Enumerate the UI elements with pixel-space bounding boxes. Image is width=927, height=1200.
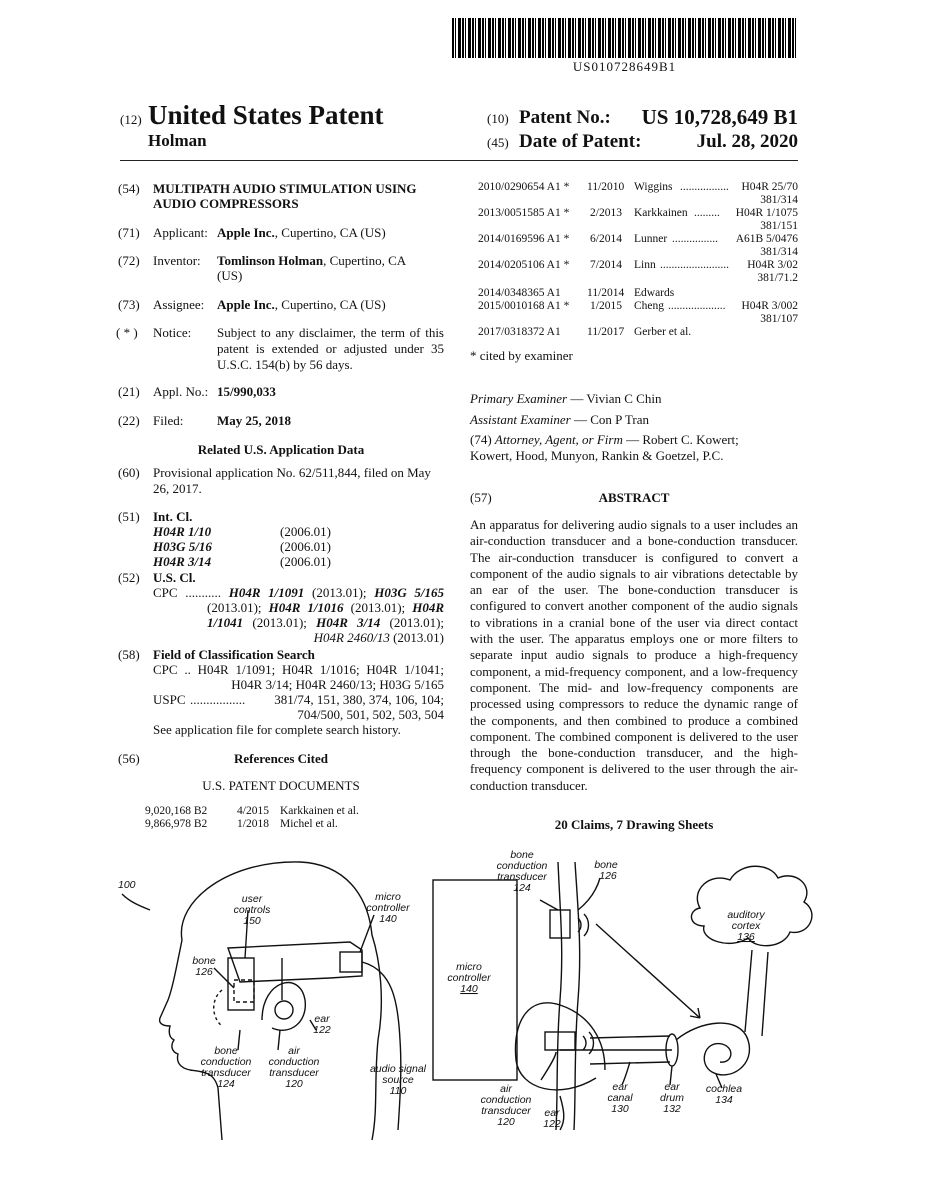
ref-name: Karkkainen et al.: [280, 805, 359, 817]
refs-heading: References Cited: [234, 751, 328, 766]
appl-label: Appl. No.:: [153, 384, 209, 399]
appl-code: (21): [118, 384, 140, 399]
ref-dots: .................: [680, 181, 729, 193]
provisional-line-2: 26, 2017.: [153, 481, 202, 496]
ref-class-2: 381/314: [760, 194, 798, 206]
ref-class-2: 381/151: [760, 220, 798, 232]
attorney-code: (74): [470, 432, 492, 447]
cpc-class: 1/1041: [207, 615, 244, 630]
label-ear-drum: ear: [664, 1081, 680, 1093]
ref-name: Linn: [634, 259, 656, 271]
filed-label: Filed:: [153, 413, 184, 428]
label-ear: ear: [544, 1107, 560, 1119]
assistant-examiner-name: — Con P Tran: [570, 412, 650, 427]
bone-path-arrow: [596, 924, 700, 1018]
intcl-class: H04R 1/10: [153, 524, 212, 539]
inventor-label: Inventor:: [153, 253, 201, 268]
label-air-conduction-transducer: transducer: [269, 1067, 319, 1079]
field-cpc-1: CPC .. H04R 1/1091; H04R 1/1016; H04R 1/1041;: [153, 662, 444, 677]
ref-class-2: 381/314: [760, 246, 798, 258]
ref-name: Edwards: [634, 287, 675, 299]
applicant-name: Apple Inc.: [217, 225, 275, 240]
barcode: [452, 18, 797, 58]
inventor-location: , Cupertino, CA: [323, 253, 407, 268]
label-ear-ref: 122: [313, 1024, 331, 1036]
ref-date: 11/2010: [587, 181, 625, 193]
label-micro-controller-ref: 140: [460, 983, 478, 995]
label-ear-canal-ref: 130: [611, 1103, 629, 1115]
label-bone-conduction-transducer: transducer: [201, 1067, 251, 1079]
label-micro-controller: micro: [456, 961, 482, 973]
label-air-conduction-transducer-ref: 120: [497, 1116, 515, 1128]
provisional-code: (60): [118, 465, 140, 480]
invention-title-1: MULTIPATH AUDIO STIMULATION USING: [153, 181, 417, 196]
intcl-class: H03G 5/16: [153, 539, 212, 554]
notice-line-3: U.S.C. 154(b) by 56 days.: [217, 357, 353, 372]
label-audio-signal-source: source: [382, 1074, 414, 1086]
intcl-class: H04R 3/14: [153, 554, 212, 569]
assignee: [217, 297, 386, 313]
label-auditory-cortex-ref: 136: [737, 931, 755, 943]
ref-number: 2014/0205106 A1 *: [478, 259, 570, 271]
ref-date: 2/2013: [590, 207, 622, 219]
filed-date: May 25, 2018: [217, 413, 292, 428]
date-value: Jul. 28, 2020: [696, 131, 798, 152]
cpc-class: H04R 1/1016: [268, 600, 344, 615]
uscl-code: (52): [118, 570, 140, 585]
field-uspc-1: 381/74, 151, 380, 374, 106, 104;: [274, 692, 444, 707]
label-bone-conduction-transducer: bone: [214, 1045, 238, 1057]
label-user-controls: user: [241, 893, 263, 905]
intcl-version: (2006.01): [280, 554, 331, 569]
cpc-version: (2013.01): [393, 630, 444, 645]
assignee-code: (73): [118, 297, 140, 312]
patent-no-code: (10): [487, 111, 509, 126]
cpc-line-2: [207, 600, 444, 615]
refs-subheading: U.S. PATENT DOCUMENTS: [202, 778, 360, 793]
primary-examiner-name: — Vivian C Chin: [567, 391, 662, 406]
headband: [228, 942, 362, 982]
ref-date: 1/2018: [237, 818, 269, 830]
refs-code: (56): [118, 751, 140, 766]
label-audio-signal-source: audio signal: [369, 1063, 427, 1075]
kind-code: (12): [120, 112, 142, 127]
ref-class-2: 381/71.2: [757, 272, 798, 284]
label-micro-controller-ref: 140: [379, 913, 397, 925]
label-air-conduction-transducer: air: [288, 1045, 300, 1057]
assignee-label: Assignee:: [153, 297, 205, 312]
label-bone-conduction-transducer-ref: 124: [217, 1078, 235, 1090]
inventor-country: (US): [217, 268, 243, 283]
patent-title-header: United States Patent: [148, 100, 384, 130]
field-uspc-2: 704/500, 501, 502, 503, 504: [297, 707, 444, 722]
cpc-line-4: [207, 630, 444, 645]
applicant-code: (71): [118, 225, 140, 240]
ref-number: 2015/0010168 A1 *: [478, 300, 570, 312]
cpc-line-3: [207, 615, 444, 630]
field-cpc-2: H04R 3/14; H04R 2460/13; H03G 5/165: [231, 677, 444, 692]
attorney-label: Attorney, Agent, or Firm: [494, 432, 623, 447]
field-uspc-dots: .................: [190, 692, 246, 707]
ref-number: 2013/0051585 A1 *: [478, 207, 570, 219]
cpc-class: H04R 3/14: [316, 615, 381, 630]
label-bone: bone: [594, 859, 618, 871]
label-air-conduction-transducer-ref: 120: [285, 1078, 303, 1090]
ref-class-2: 381/107: [760, 313, 798, 325]
representative-figure: [0, 840, 927, 1200]
ref-class: H04R 25/70: [741, 181, 798, 193]
ref-name: Wiggins: [634, 181, 673, 193]
label-air-conduction-transducer: transducer: [481, 1105, 531, 1117]
related-heading: Related U.S. Application Data: [197, 442, 365, 457]
abstract-text: An apparatus for delivering audio signals to a user includes an air-conduction transducer and a bone-conduction transducer. The air-conduction transducer is configured to convert a component of the audio signals to air vibrations detectable by an ear of the user. The bone-conduction transducer is configured to convert another component of the audio signals to vibrations in a cranial bone of the user via direct contact with the user. The apparatus employs one or more filters to separate input audio signals to produce a high-frequency component, a mid-frequency component, and a low-frequency component. The mid- and low-frequency components are processed using compressors to reduce the dynamic range of the components, and then combined to produce a combined component. The combined component is delivered to the user through the bone-conduction transducer, and the high-frequency component is delivered to the user through the air-conduction transducer.: [470, 517, 798, 793]
label-air-conduction-transducer: conduction: [480, 1094, 532, 1106]
label-ear-drum-ref: 132: [663, 1103, 681, 1115]
ref-date: 6/2014: [590, 233, 622, 245]
ref-dots: ........................: [660, 259, 729, 271]
ear-bud: [262, 983, 305, 1031]
abstract-heading: ABSTRACT: [598, 490, 670, 505]
applicant-label: Applicant:: [153, 225, 208, 240]
label-cochlea-ref: 134: [715, 1094, 733, 1106]
document-number: US010728649B1: [572, 59, 677, 74]
ref-number: 2014/0348365 A1: [478, 287, 561, 299]
ref-date: 4/2015: [237, 805, 269, 817]
cpc-version: (2013.01);: [252, 615, 307, 630]
title-code: (54): [118, 181, 140, 196]
label-auditory-cortex: cortex: [731, 920, 761, 932]
cpc-class: H04R 2460/13: [313, 630, 390, 645]
ref-dots: ................: [672, 233, 718, 245]
label-bone-conduction-transducer: conduction: [200, 1056, 252, 1068]
label-ear-drum: drum: [660, 1092, 684, 1104]
ref-date: 11/2017: [587, 326, 625, 338]
auditory-nerve: [745, 950, 768, 1036]
air-transducer-right: [545, 1032, 575, 1050]
ref-name: Cheng: [634, 300, 665, 312]
intcl-version: (2006.01): [280, 524, 331, 539]
claims-summary: 20 Claims, 7 Drawing Sheets: [554, 817, 714, 832]
bone-transducer-left: [234, 980, 254, 1002]
assistant-examiner-label: Assistant Examiner: [470, 412, 571, 427]
ref-date: 11/2014: [587, 287, 625, 299]
label-auditory-cortex: auditory: [727, 909, 765, 921]
ref-class: H04R 1/1075: [735, 207, 798, 219]
cpc-class: H03G 5/165: [374, 585, 444, 600]
primary-examiner-label: Primary Examiner: [470, 391, 568, 406]
inventor-code: (72): [118, 253, 140, 268]
field-label: Field of Classification Search: [153, 647, 315, 662]
ref-name: Karkkainen: [634, 207, 688, 219]
notice-label: Notice:: [153, 325, 192, 340]
attorney-firm: Kowert, Hood, Munyon, Rankin & Goetzel, P.C.: [470, 448, 724, 463]
label-cochlea: cochlea: [705, 1083, 743, 1095]
ref-date: 7/2014: [590, 259, 622, 271]
intcl-label: Int. Cl.: [153, 509, 193, 524]
label-bone-conduction-transducer: bone: [510, 849, 534, 861]
label-micro-controller: controller: [366, 902, 410, 914]
inventor-surname: Holman: [148, 131, 207, 150]
label-bone-conduction-transducer-ref: 124: [513, 882, 531, 894]
label-ear-ref: 122: [543, 1118, 561, 1130]
micro-controller-left: [340, 952, 362, 972]
intcl-version: (2006.01): [280, 539, 331, 554]
label-micro-controller: micro: [375, 891, 401, 903]
label-audio-signal-source-ref: 110: [389, 1085, 407, 1097]
label-ear-canal: ear: [612, 1081, 628, 1093]
invention-title-2: AUDIO COMPRESSORS: [153, 196, 299, 211]
label-air-conduction-transducer: air: [500, 1083, 512, 1095]
applicant-location: , Cupertino, CA (US): [274, 225, 386, 240]
header-rule: [120, 160, 798, 161]
notice-code: ( * ): [116, 325, 138, 340]
notice-line-2: patent is extended or adjusted under 35: [217, 341, 444, 356]
label-bone-ref: 126: [195, 966, 213, 978]
assignee-location: , Cupertino, CA (US): [274, 297, 386, 312]
label-bone-conduction-transducer: transducer: [497, 871, 547, 883]
label-micro-controller: controller: [447, 972, 491, 984]
label-ear: ear: [314, 1013, 330, 1025]
ref-class: A61B 5/0476: [735, 233, 798, 245]
abstract-code: (57): [470, 490, 492, 505]
attorney-name: — Robert C. Kowert;: [622, 432, 739, 447]
attorney: [470, 432, 739, 448]
ref-class: H04R 3/002: [741, 300, 798, 312]
field-see: See application file for complete search history.: [153, 722, 401, 737]
ref-dots: ....................: [668, 300, 726, 312]
cochlea: [676, 1023, 749, 1075]
ref-number: 9,866,978 B2: [145, 818, 208, 830]
ref-name: Gerber et al.: [634, 326, 692, 338]
ref-name: Lunner: [634, 233, 668, 245]
cited-by-examiner: * cited by examiner: [470, 348, 573, 363]
inventor-name: Tomlinson Holman: [217, 253, 324, 268]
ref-number: 9,020,168 B2: [145, 805, 208, 817]
cpc-label: CPC ...........: [153, 585, 222, 600]
label-user-controls-ref: 150: [243, 915, 261, 927]
assignee-name: Apple Inc.: [217, 297, 275, 312]
ref-number: 2010/0290654 A1 *: [478, 181, 570, 193]
applicant: [217, 225, 386, 241]
label-air-conduction-transducer: conduction: [268, 1056, 320, 1068]
label-ear-canal: canal: [607, 1092, 633, 1104]
patent-no-value: US 10,728,649 B1: [641, 105, 798, 129]
cpc-class: H04R 1/1091: [228, 585, 305, 600]
date-code: (45): [487, 135, 509, 150]
fig-ref-100: 100: [118, 879, 136, 891]
date-label: Date of Patent:: [519, 131, 642, 152]
ref-class: H04R 3/02: [747, 259, 798, 271]
appl-number: 15/990,033: [217, 384, 276, 399]
field-uspc-label: USPC: [153, 692, 186, 707]
assistant-examiner: [470, 412, 649, 428]
primary-examiner: [470, 391, 661, 407]
cpc-version: (2013.01);: [350, 600, 406, 615]
label-bone-ref: 126: [599, 870, 617, 882]
cpc-version: (2013.01);: [389, 615, 445, 630]
ref-date: 1/2015: [590, 300, 622, 312]
intcl-code: (51): [118, 509, 140, 524]
notice-line-1: Subject to any disclaimer, the term of this: [217, 325, 444, 340]
field-code: (58): [118, 647, 140, 662]
cpc-version: (2013.01);: [311, 585, 367, 600]
filed-code: (22): [118, 413, 140, 428]
uscl-label: U.S. Cl.: [153, 570, 196, 585]
ref-number: 2017/0318372 A1: [478, 326, 561, 338]
ref-name: Michel et al.: [280, 818, 338, 830]
ear-bud-knob: [275, 1001, 293, 1019]
provisional-line-1: Provisional application No. 62/511,844, filed on May: [153, 465, 431, 480]
label-bone-conduction-transducer: conduction: [496, 860, 548, 872]
cpc-class: H04R: [412, 600, 444, 615]
inventor: [217, 253, 406, 269]
label-user-controls: controls: [233, 904, 271, 916]
patent-no-label: Patent No.:: [519, 107, 611, 128]
ref-number: 2014/0169596 A1 *: [478, 233, 570, 245]
cpc-version: (2013.01);: [207, 600, 262, 615]
outer-ear: [515, 1003, 605, 1090]
ref-dots: .........: [694, 207, 720, 219]
cpc-line-1: [153, 585, 444, 600]
label-bone: bone: [192, 955, 216, 967]
